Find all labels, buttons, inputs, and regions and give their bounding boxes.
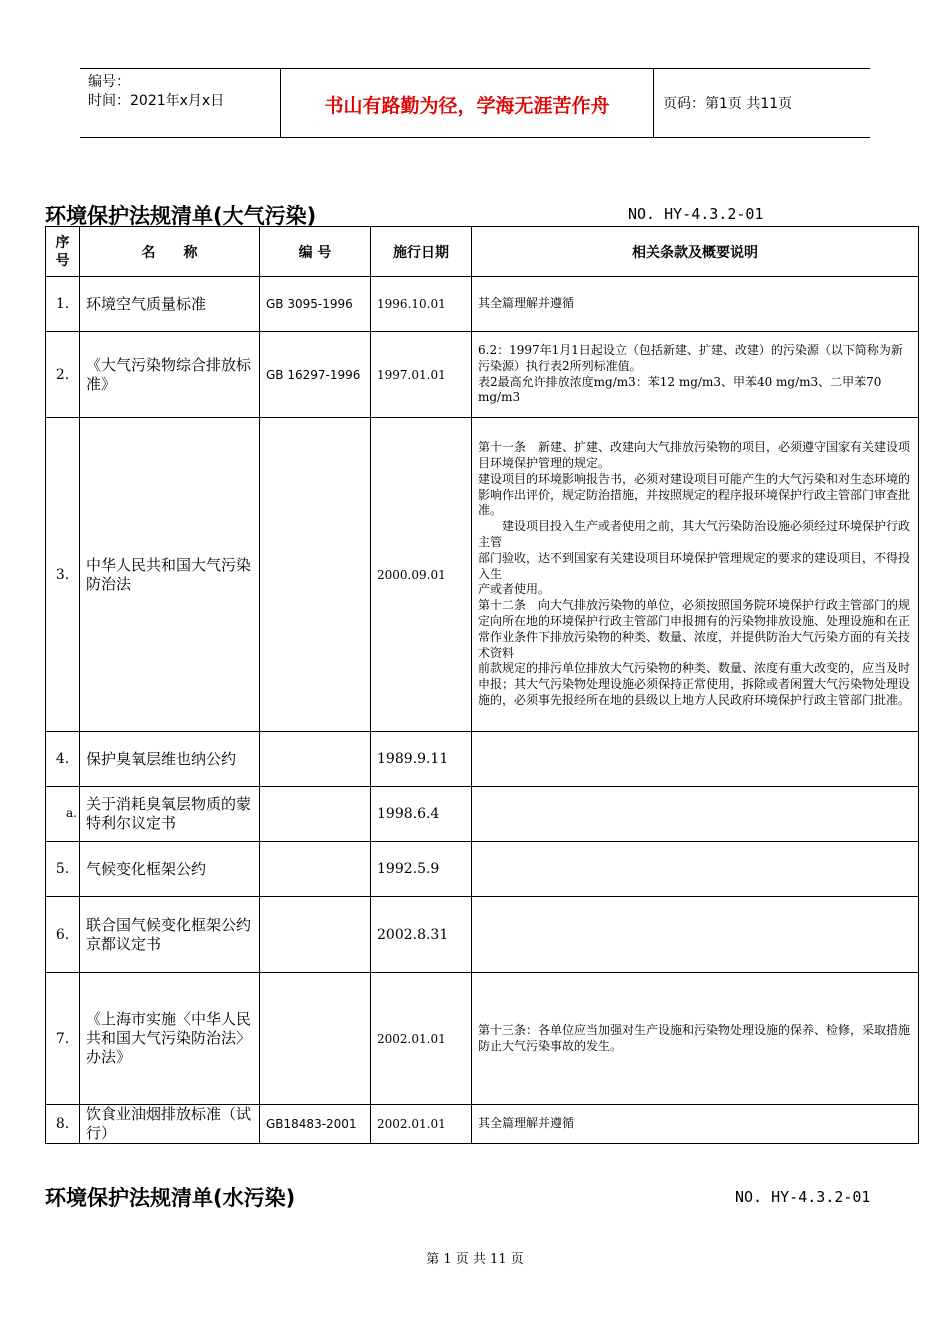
header-name: 名 称 [80,227,260,277]
row-seq: 2. [46,332,80,418]
header-code: 编 号 [260,227,371,277]
row-desc: 第十三条：各单位应当加强对生产设施和污染物处理设施的保养、检修，采取措施防止大气污染事故的发生。 [472,973,919,1105]
table-row [46,1105,919,1144]
header-date: 施行日期 [371,227,472,277]
row-seq: 4. [46,732,80,787]
table-row [46,787,919,842]
row-date: 2002.8.31 [371,897,472,973]
table-header-row [46,227,919,277]
header-motto: 书山有路勤为径，学海无涯苦作舟 [324,95,610,117]
row-code [260,732,371,787]
sub-item-marker: a. [66,806,77,820]
header-divider [653,69,654,137]
header-desc: 相关条款及概要说明 [472,227,919,277]
row-name: 保护臭氧层维也纳公约 [80,732,260,787]
row-date: 1998.6.4 [371,787,472,842]
row-date: 1992.5.9 [371,842,472,897]
row-desc [472,732,919,787]
row-desc: 第十一条 新建、扩建、改建向大气排放污染物的项目，必须遵守国家有关建设项目环境保护管理的规定。 建设项目的环境影响报告书，必须对建设项目可能产生的大气污染和对生态环境的 影响作出评价，规定防治措施，并按照规定的程序报环境保护行政主管部门审查批准。 建设项目投入生产或者使用之前，其大气污染防治设施必须经过环境保护行政主管 部门验收，达不到国家有关建设项目环境保护管理规定的要求的建设项目，不得投入生 产或者使用。 第十二条 向大气排放污染物的单位，必须按照国务院环境保护行政主管部门的规定向所在地的环境保护行政主管部门申报拥有的污染物排放设施、处理设施和在正常作业条件下排放污染物的种类、数量、浓度，并提供防治大气污染方面的有关技术资料 前款规定的排污单位排放大气污染物的种类、数量、浓度有重大改变的，应当及时申报；其大气污染物处理设施必须保持正常使用，拆除或者闲置大气污染物处理设施的，必须事先报经所在地的县级以上地方人民政府环境保护行政主管部门批准。 [472,418,919,732]
row-seq: 6. [46,897,80,973]
row-name: 气候变化框架公约 [80,842,260,897]
row-code: GB18483-2001 [260,1105,371,1144]
page-header [80,68,870,138]
row-name: 中华人民共和国大气污染防治法 [80,418,260,732]
row-name: 关于消耗臭氧层物质的蒙特利尔议定书 [80,787,260,842]
row-desc: 6.2：1997年1月1日起设立（包括新建、扩建、改建）的污染源（以下简称为新污染源）执行表2所列标准值。 表2最高允许排放浓度mg/m3：苯12 mg/m3、甲苯40 mg/m3、二甲苯70 mg/m3 [472,332,919,418]
row-code [260,842,371,897]
row-seq: 1. [46,277,80,332]
row-code [260,418,371,732]
row-desc [472,897,919,973]
header-seq: 序号 [46,227,80,277]
row-seq: 5. [46,842,80,897]
row-date: 2002.01.01 [371,973,472,1105]
row-name: 《大气污染物综合排放标准》 [80,332,260,418]
table-row [46,973,919,1105]
row-seq: 3. [46,418,80,732]
regulations-table [45,226,919,1144]
table-row [46,897,919,973]
row-date: 1997.01.01 [371,332,472,418]
row-code: GB 16297-1996 [260,332,371,418]
time-label: 时间：2021年x月x日 [88,93,225,109]
row-desc: 其全篇理解并遵循 [472,1105,919,1144]
row-name: 联合国气候变化框架公约京都议定书 [80,897,260,973]
table-row [46,332,919,418]
row-date: 2000.09.01 [371,418,472,732]
row-desc: 其全篇理解并遵循 [472,277,919,332]
row-desc [472,787,919,842]
row-name: 饮食业油烟排放标准（试行） [80,1105,260,1144]
row-code: GB 3095-1996 [260,277,371,332]
page-footer: 第 1 页 共 11 页 [426,1252,524,1267]
row-code [260,787,371,842]
row-name: 《上海市实施〈中华人民共和国大气污染防治法〉办法》 [80,973,260,1105]
row-seq: 7. [46,973,80,1105]
row-code [260,897,371,973]
page-info: 页码：第1页 共11页 [663,96,793,112]
header-meta [88,73,224,111]
table-row [46,732,919,787]
row-code [260,973,371,1105]
row-date: 1996.10.01 [371,277,472,332]
row-desc [472,842,919,897]
table-row [46,418,919,732]
doc-number-water: NO. HY-4.3.2-01 [735,1188,871,1206]
section-title-air: 环境保护法规清单(大气污染) [45,204,317,228]
table-row [46,277,919,332]
row-name: 环境空气质量标准 [80,277,260,332]
table-row [46,842,919,897]
doc-number-air: NO. HY-4.3.2-01 [628,205,764,223]
row-date: 1989.9.11 [371,732,472,787]
row-date: 2002.01.01 [371,1105,472,1144]
row-seq: 8. [46,1105,80,1144]
number-label: 编号： [88,74,130,90]
section-title-water: 环境保护法规清单(水污染) [45,1186,296,1210]
